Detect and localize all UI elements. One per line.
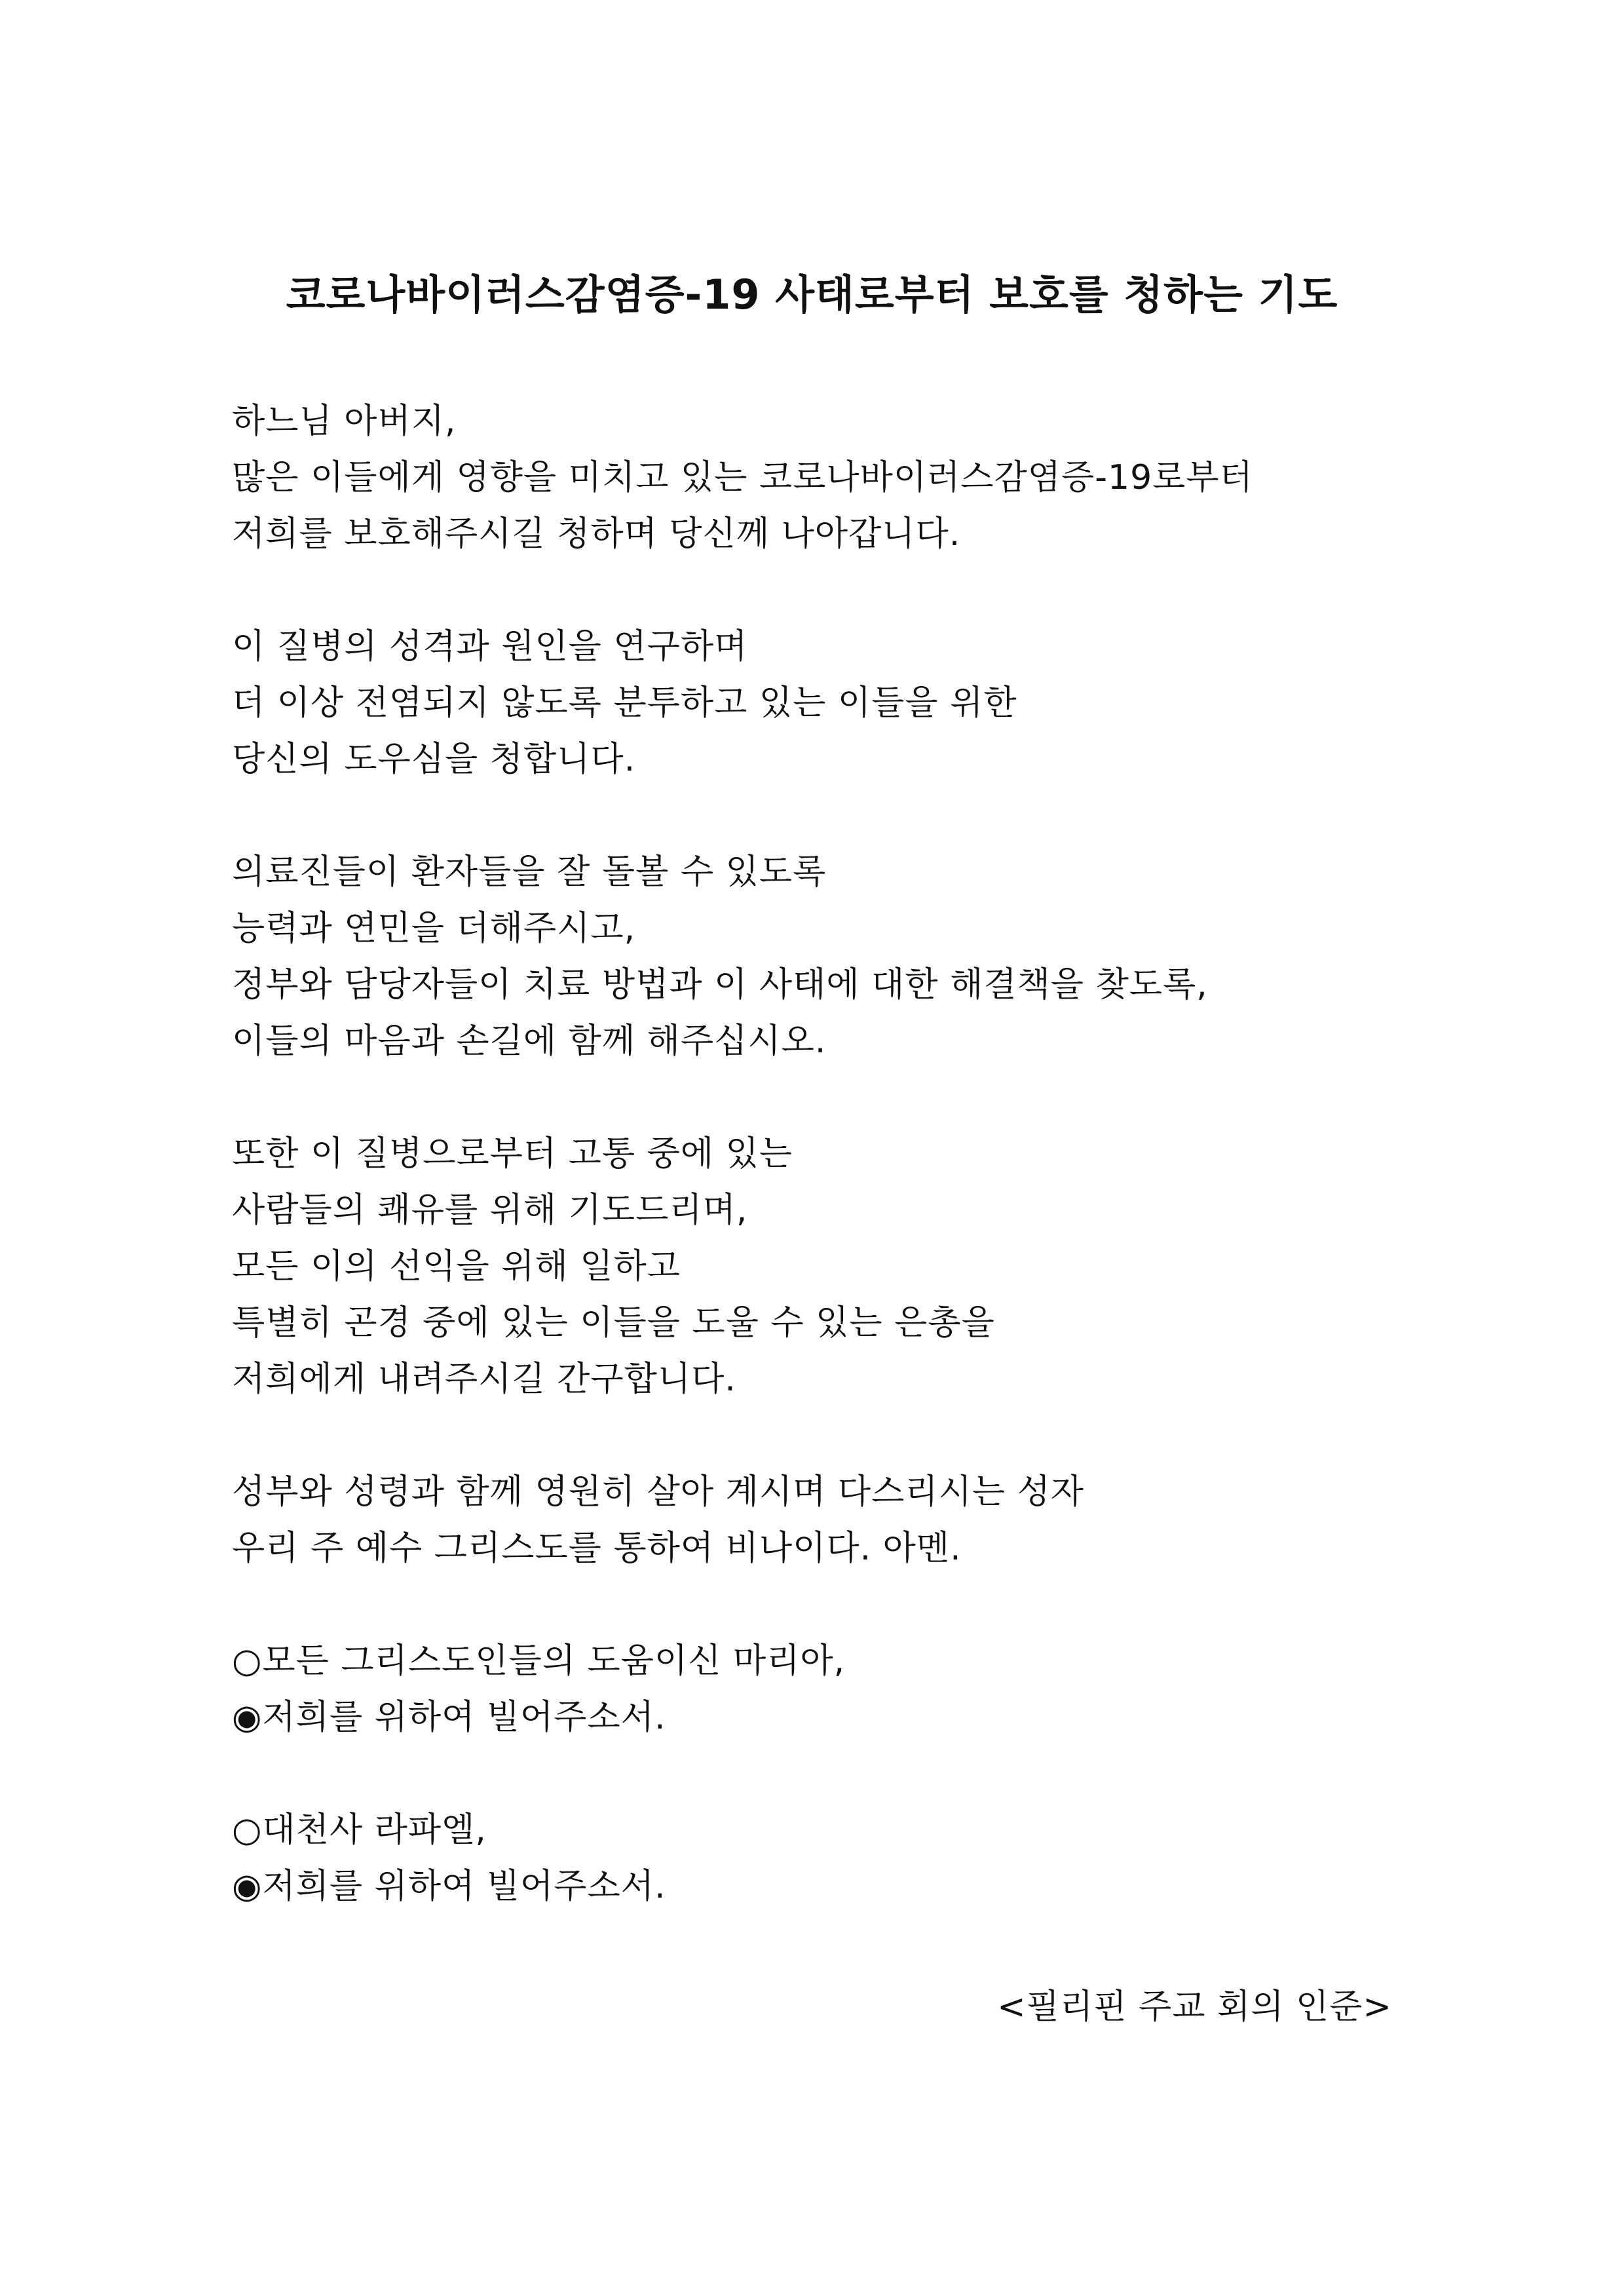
- text-line: ◉저희를 위하여 빌어주소서.: [232, 1698, 666, 1737]
- stanza-medical-staff: [232, 844, 1477, 1069]
- stanza-invocation-mary: [232, 1633, 1477, 1746]
- stanza-suffering: [232, 1126, 1477, 1407]
- text-line: 또한 이 질병으로부터 고통 중에 있는: [232, 1134, 793, 1174]
- text-line: 이 질병의 성격과 원인을 연구하며: [232, 627, 748, 666]
- prayer-body: [232, 393, 1477, 1971]
- text-line: 의료진들이 환자들을 잘 돌볼 수 있도록: [232, 852, 827, 892]
- text-line: 많은 이들에게 영향을 미치고 있는 코로나바이러스감염증-19로부터: [232, 458, 1253, 497]
- text-line: 하느님 아버지,: [232, 402, 457, 441]
- text-line: 당신의 도우심을 청합니다.: [232, 740, 636, 779]
- text-line: 모든 이의 선익을 위해 일하고: [232, 1247, 681, 1286]
- text-line: ○모든 그리스도인들의 도움이신 마리아,: [232, 1641, 846, 1681]
- text-line: 사람들의 쾌유를 위해 기도드리며,: [232, 1191, 748, 1230]
- text-line: 저희를 보호해주시길 청하며 당신께 나아갑니다.: [232, 514, 961, 554]
- text-line: 우리 주 예수 그리스도를 통하여 비나이다. 아멘.: [232, 1529, 962, 1568]
- text-line: ○대천사 라파엘,: [232, 1810, 487, 1850]
- text-line: 더 이상 전염되지 않도록 분투하고 있는 이들을 위한: [232, 683, 1017, 723]
- stanza-doxology: [232, 1464, 1477, 1577]
- attribution: <필리핀 주교 회의 인준>: [997, 1987, 1392, 2027]
- text-line: 특별히 곤경 중에 있는 이들을 도울 수 있는 은총을: [232, 1303, 995, 1343]
- document-title: 코로나바이러스감염증-19 사태로부터 보호를 청하는 기도: [286, 271, 1338, 318]
- stanza-researchers: [232, 619, 1477, 788]
- text-line: 저희에게 내려주시길 간구합니다.: [232, 1360, 736, 1399]
- stanza-invocation-raphael: [232, 1802, 1477, 1915]
- stanza-opening: [232, 393, 1477, 562]
- text-line: 이들의 마음과 손길에 함께 해주십시오.: [232, 1022, 827, 1061]
- text-line: 성부와 성령과 함께 영원히 살아 계시며 다스리시는 성자: [232, 1472, 1085, 1512]
- text-line: ◉저희를 위하여 빌어주소서.: [232, 1867, 666, 1906]
- text-line: 정부와 담당자들이 치료 방법과 이 사태에 대한 해결책을 찾도록,: [232, 965, 1208, 1004]
- text-line: 능력과 연민을 더해주시고,: [232, 909, 636, 948]
